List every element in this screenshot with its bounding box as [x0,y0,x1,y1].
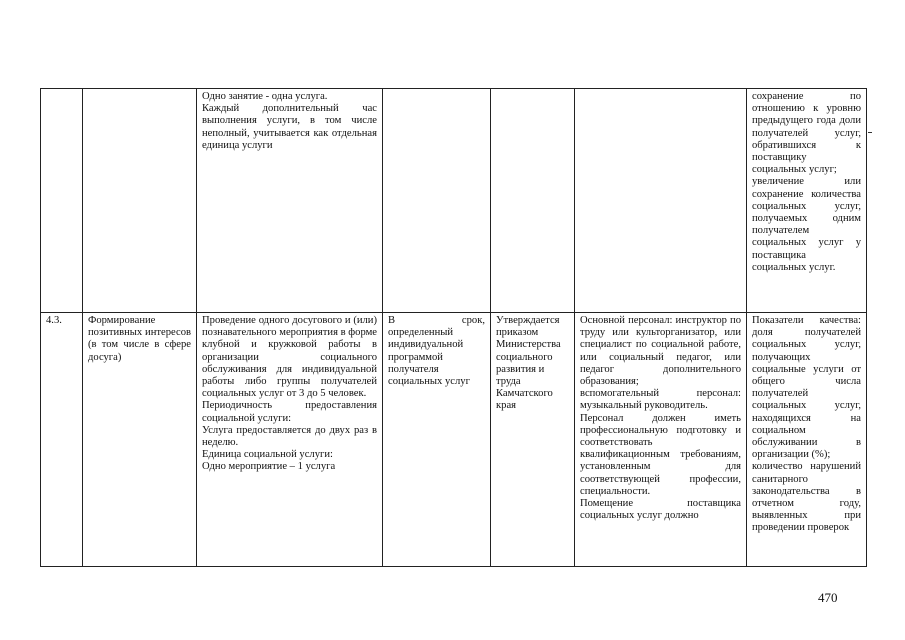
cell-number [41,89,83,313]
cell-tariff [491,89,575,313]
service-tariff: Утверждается приказом Министерства социального развития и труда Камчатского края [496,315,561,412]
text-paragraph: Единица социальной услуги: [202,449,333,461]
text-paragraph: вспомогательный персонал: музыкальный руководитель. [580,388,741,412]
text-paragraph: сохранение по отношению к уровню предыдущего года доли получателей услуг, обратившихся к поставщику социальных услуг; [752,91,861,176]
cell-term [383,89,491,313]
cell-term [383,313,491,567]
item-number: 4.3. [46,315,62,326]
cell-indicators [747,89,867,313]
cell-conditions [575,313,747,567]
text-paragraph: Помещение поставщика социальных услуг должно [580,498,741,522]
cell-number [41,313,83,567]
service-name: Формирование позитивных интересов (в том числе в сфере досуга) [88,315,191,363]
text-paragraph: Персонал должен иметь профессиональную подготовку и соответствовать квалификационным требованиям, установленным для соответствующей профессии, специальности. [580,412,741,497]
text-paragraph: Каждый дополнительный час выполнения услуги, в том числе неполный, учитывается как отдельная единица услуги [202,103,377,151]
service-term: В срок, определенный индивидуальной программой получателя социальных услуг [388,315,485,388]
cell-conditions [575,89,747,313]
table-row [41,89,867,313]
text-paragraph: Показатели качества: доля получателей социальных услуг, получающих социальные услуги от общего числа получателей социальных услуг, находящихся на социальном обслуживании в организации (%); [752,315,861,461]
table-row [41,313,867,567]
text-paragraph: Услуга предоставляется до двух раз в неделю. [202,424,377,449]
scan-mark [868,132,872,133]
text-paragraph: Одно занятие - одна услуга. [202,91,328,102]
cell-service-name [83,89,197,313]
text-paragraph: увеличение или сохранение количества социальных услуг, получаемых одним получателем социальных услуг у поставщика социальных услуг. [752,176,861,273]
text-paragraph: Проведение одного досугового и (или) познавательного мероприятия в форме клубной и кружковой работы в организации социального обслуживания для индивидуальной работы либо группы получателей социальных услуг от 3 до 5 человек. [202,315,377,400]
cell-service-name [83,313,197,567]
cell-description [197,89,383,313]
text-paragraph: Одно мероприятие – 1 услуга [202,461,336,473]
text-paragraph: Периодичность предоставления социальной услуги: [202,400,377,424]
services-table [40,88,867,567]
text-paragraph: Основной персонал: инструктор по труду или культорганизатор, или специалист по социальной работе, или социальный педагог, или педагог дополнительного образования; [580,315,741,388]
text-paragraph: количество нарушений санитарного законодательства в отчетном году, выявленных при проведении проверок [752,461,861,534]
cell-description [197,313,383,567]
page-number: 470 [818,590,838,605]
cell-indicators [747,313,867,567]
cell-tariff [491,313,575,567]
